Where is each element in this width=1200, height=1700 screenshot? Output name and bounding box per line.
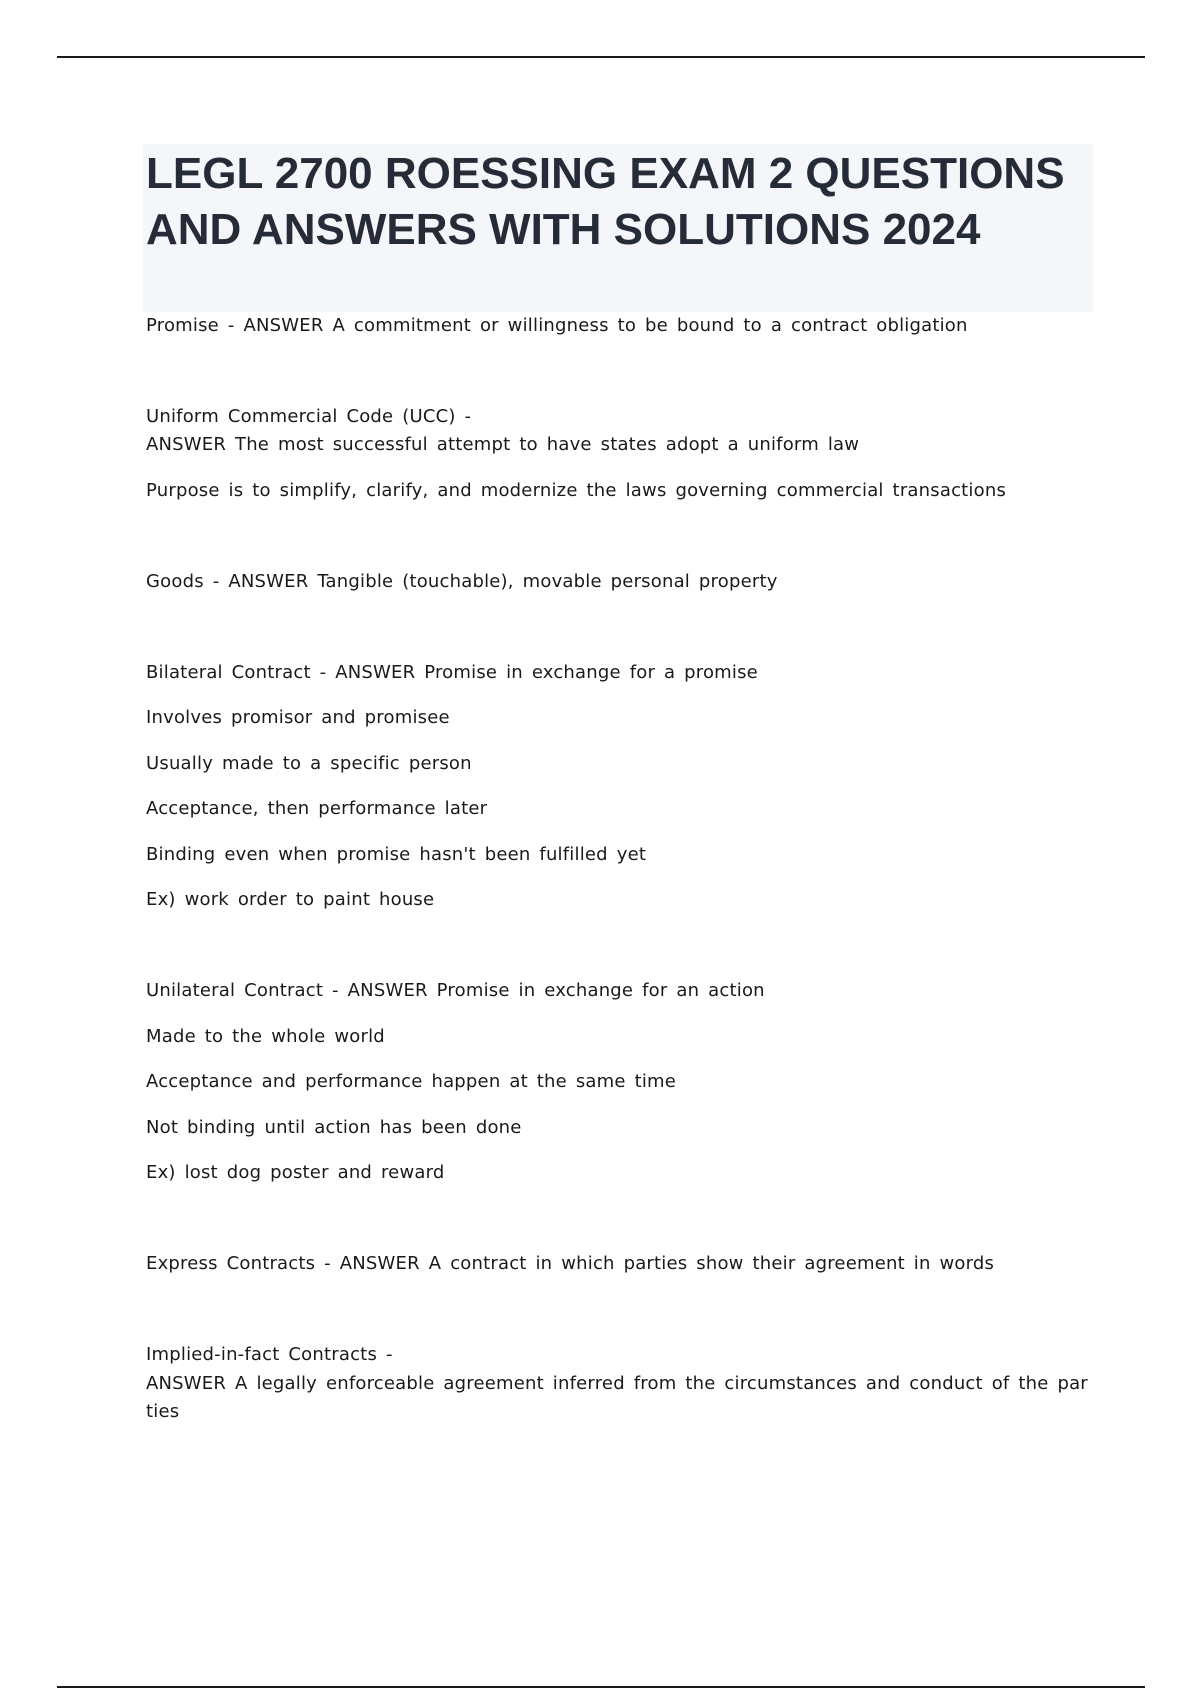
entry-implied-answer-cont: ties bbox=[146, 1401, 180, 1422]
entry-ucc-term: Uniform Commercial Code (UCC) - bbox=[146, 406, 472, 427]
header-rule bbox=[57, 56, 1145, 58]
document-title: LEGL 2700 ROESSING EXAM 2 QUESTIONS AND ANSWERS WITH SOLUTIONS 2024 bbox=[146, 149, 1065, 254]
entry-unilateral-detail: Acceptance and performance happen at the same time bbox=[146, 1071, 677, 1092]
entry-unilateral: Unilateral Contract - ANSWER Promise in exchange for an action bbox=[146, 980, 765, 1001]
entry-unilateral-detail: Made to the whole world bbox=[146, 1026, 385, 1047]
entry-ucc-purpose: Purpose is to simplify, clarify, and modernize the laws governing commercial transactions bbox=[146, 480, 1007, 501]
footer-rule bbox=[57, 1686, 1145, 1688]
entry-ucc-answer: ANSWER The most successful attempt to have states adopt a uniform law bbox=[146, 434, 860, 455]
entry-unilateral-detail: Not binding until action has been done bbox=[146, 1117, 522, 1138]
entry-bilateral-example: Ex) work order to paint house bbox=[146, 889, 435, 910]
entry-goods: Goods - ANSWER Tangible (touchable), movable personal property bbox=[146, 571, 778, 592]
entry-bilateral-detail: Involves promisor and promisee bbox=[146, 707, 450, 728]
entry-unilateral-example: Ex) lost dog poster and reward bbox=[146, 1162, 445, 1183]
entry-bilateral-detail: Usually made to a specific person bbox=[146, 753, 472, 774]
entry-promise: Promise - ANSWER A commitment or willingness to be bound to a contract obligation bbox=[146, 315, 968, 336]
entry-express-contracts: Express Contracts - ANSWER A contract in which parties show their agreement in words bbox=[146, 1253, 995, 1274]
entry-bilateral: Bilateral Contract - ANSWER Promise in exchange for a promise bbox=[146, 662, 758, 683]
entry-implied-term: Implied-in-fact Contracts - bbox=[146, 1344, 393, 1365]
entry-bilateral-detail: Acceptance, then performance later bbox=[146, 798, 488, 819]
entry-implied-answer: ANSWER A legally enforceable agreement inferred from the circumstances and conduct of the par bbox=[146, 1373, 1088, 1394]
entry-bilateral-detail: Binding even when promise hasn't been fulfilled yet bbox=[146, 844, 647, 865]
